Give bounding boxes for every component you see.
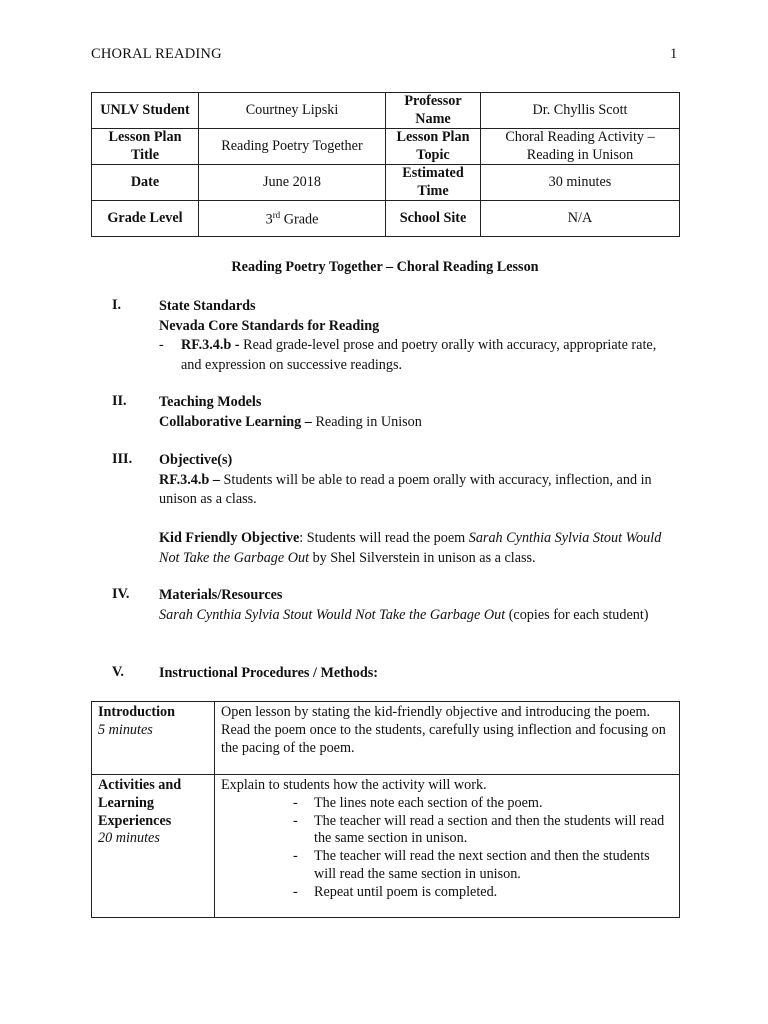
table-row — [92, 702, 680, 775]
table-row — [92, 93, 680, 129]
section-teaching-models — [159, 393, 679, 432]
procedure-label: Learning — [98, 794, 154, 811]
value-grade-level — [199, 201, 386, 237]
procedure-lead: Explain to students how the activity will work. — [221, 777, 487, 793]
list-dash: - — [159, 337, 164, 353]
list-text: The teacher will read the next section and then the students will read the same section in unison. — [314, 848, 650, 882]
materials-note: (copies for each student) — [505, 606, 649, 623]
section-materials — [159, 586, 679, 625]
list-item — [221, 795, 673, 813]
grade-suffix: rd — [272, 210, 281, 221]
procedure-label: Introduction — [98, 704, 175, 720]
poem-title: Sarah Cynthia Sylvia Stout Would Not Take the Garbage Out — [159, 606, 506, 623]
materials-text — [159, 606, 679, 626]
lesson-heading: Reading Poetry Together – Choral Reading Lesson — [231, 259, 539, 275]
section-title: Teaching Models — [159, 394, 262, 410]
poem-title: Sarah Cynthia Sylvia Stout Would Not Take the Garbage Out — [159, 530, 662, 566]
section-state-standards — [159, 297, 679, 375]
section-title: Materials/Resources — [159, 587, 283, 603]
label-plan-title: Lesson Plan Title — [92, 129, 199, 165]
section-title: Instructional Procedures / Methods: — [159, 665, 378, 681]
standard-text: Read grade-level prose and poetry orally with accuracy, appropriate rate, and expression on successive readings. — [181, 337, 657, 373]
list-dash: - — [293, 812, 298, 829]
value-estimated-time: 30 minutes — [481, 165, 680, 201]
procedure-label-cell — [92, 702, 215, 775]
standard-code: RF.3.4.b - — [181, 337, 240, 353]
section-subtitle: Nevada Core Standards for Reading — [159, 317, 380, 334]
model-text: Reading in Unison — [311, 413, 422, 430]
kid-objective-post: by Shel Silverstein in unison as a class. — [309, 549, 536, 566]
grade-number: 3 — [265, 212, 273, 229]
label-student: UNLV Student — [92, 93, 199, 129]
label-estimated-time: Estimated Time — [386, 165, 481, 201]
value-student: Courtney Lipski — [199, 93, 386, 129]
procedure-label: Activities and — [98, 777, 182, 793]
procedure-text-cell — [215, 702, 680, 775]
lesson-info-table — [91, 92, 680, 237]
section-procedures — [159, 664, 679, 684]
section-number-4: IV. — [112, 586, 130, 602]
kid-objective-label: Kid Friendly Objective — [159, 530, 300, 546]
label-professor: Professor Name — [386, 93, 481, 129]
label-school-site: School Site — [386, 201, 481, 237]
label-grade-level: Grade Level — [92, 201, 199, 237]
value-plan-title: Reading Poetry Together — [199, 129, 386, 165]
procedure-time: 20 minutes — [98, 830, 160, 847]
procedures-table — [91, 701, 680, 918]
teaching-model-line — [159, 413, 679, 433]
procedure-label-cell — [92, 775, 215, 918]
section-number-1: I. — [112, 297, 122, 313]
section-title: Objective(s) — [159, 452, 233, 468]
objective-text: Students will be able to read a poem orally with accuracy, inflection, and in unison as a class. — [159, 471, 652, 507]
kid-objective-pre: : Students will read the poem — [299, 530, 469, 546]
section-objectives — [159, 451, 679, 568]
table-row — [92, 129, 680, 165]
value-school-site: N/A — [481, 201, 680, 237]
list-item — [159, 336, 679, 375]
objective-code: RF.3.4.b – — [159, 471, 220, 488]
kid-friendly-objective — [159, 529, 679, 568]
value-date: June 2018 — [199, 165, 386, 201]
section-number-2: II. — [112, 393, 127, 409]
section-number-5: V. — [112, 664, 124, 680]
list-text: The lines note each section of the poem. — [314, 794, 543, 811]
label-plan-topic: Lesson Plan Topic — [386, 129, 481, 165]
list-item — [221, 848, 673, 884]
procedure-time: 5 minutes — [98, 721, 153, 738]
page-number: 1 — [670, 46, 678, 62]
procedure-text-cell — [215, 775, 680, 918]
running-head: CHORAL READING — [91, 46, 222, 62]
section-number-3: III. — [112, 451, 133, 467]
objective-paragraph — [159, 471, 679, 510]
list-text: The teacher will read a section and then the students will read the same section in unison. — [314, 812, 665, 847]
list-item — [221, 884, 673, 902]
list-dash: - — [293, 794, 298, 811]
table-row — [92, 165, 680, 201]
list-text: Repeat until poem is completed. — [314, 883, 498, 900]
value-professor: Dr. Chyllis Scott — [481, 93, 680, 129]
table-row — [92, 201, 680, 237]
list-dash: - — [293, 848, 298, 865]
table-row — [92, 775, 680, 918]
label-date: Date — [92, 165, 199, 201]
list-dash: - — [293, 883, 298, 900]
model-name: Collaborative Learning – — [159, 413, 312, 430]
procedure-text: Open lesson by stating the kid-friendly objective and introducing the poem. Read the poem once to the students, carefully using inflection and focusing on the pacing of the poem. — [221, 704, 666, 756]
procedure-label: Experiences — [98, 812, 172, 829]
value-plan-topic: Choral Reading Activity – Reading in Unison — [481, 129, 680, 165]
list-item — [221, 813, 673, 849]
section-title: State Standards — [159, 298, 256, 314]
grade-word: Grade — [280, 212, 319, 229]
